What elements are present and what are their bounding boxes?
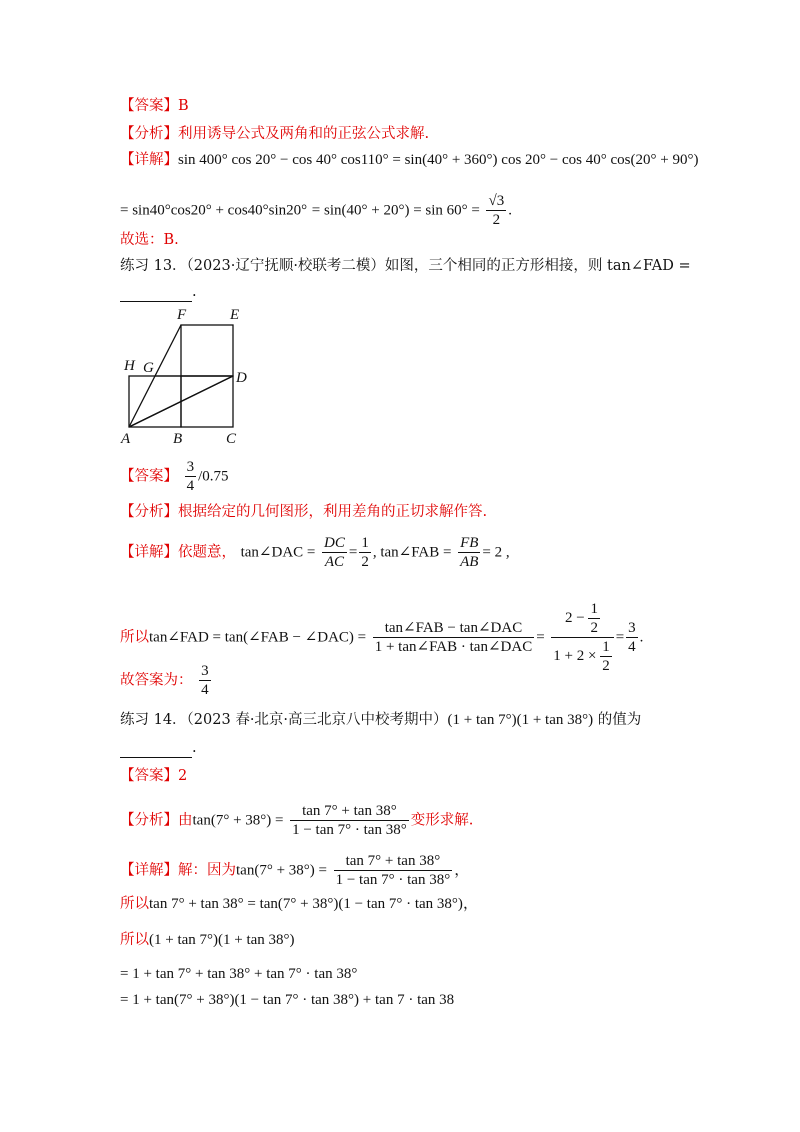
square-top	[181, 325, 233, 376]
q13-detail-line: 【详解】依题意， tan∠DAC = $\frac{DC}{AC}$ = $\frac{1}{2}$ , tan∠FAB = $\frac{FB}{AB}$ = 2 ,	[120, 535, 510, 570]
q13-final-line: 故答案为： $\frac{3}{4}$	[120, 663, 209, 698]
q14-intro: 练习 14．（2023 春·北京·高三北京八中校考期中）(1 + tan 7°)(1 + tan 38°) 的值为	[120, 712, 642, 728]
q13-intro	[120, 256, 691, 276]
q13-intro-text: 练习 13．（2023·辽宁抚顺·校联考二模）如图，三个相同的正方形相接，则 tan∠FAD =	[120, 258, 691, 274]
q14-line6: = 1 + tan(7° + 38°)(1 − tan 7° · tan 38°) + tan 7 · tan 38	[120, 992, 455, 1008]
square-bc	[181, 376, 233, 427]
answer-line	[120, 96, 189, 116]
analysis-text: 利用诱导公式及两角和的正弦公式求解.	[178, 126, 430, 142]
label-d: D	[236, 370, 247, 386]
q13-blank-line: .	[120, 282, 197, 302]
label-a: A	[121, 431, 131, 447]
analysis-line	[120, 124, 429, 144]
square-figure	[118, 304, 248, 448]
q14-analysis-line: 【分析】由tan(7° + 38°) = $\frac{\tan 7^\circ + \tan 38^\circ}{1 - \tan 7^\circ \cdot \tan 38^\circ}$ 变形求解.	[120, 803, 474, 838]
nested-frac: 2 − $\frac{1}{2}$ 1 + 2 × $\frac{1}{2}$	[551, 600, 613, 675]
detail-tag: 【详解】	[120, 152, 178, 168]
q14-expression: (1 + tan 7°)(1 + tan 38°)	[447, 712, 594, 728]
answer-tag: 【答案】	[120, 98, 178, 114]
q14-answer-line: 【答案】2	[120, 768, 188, 784]
analysis-tag: 【分析】	[120, 126, 178, 142]
q14-blank	[120, 743, 192, 758]
detail-line	[120, 150, 698, 170]
detail-formula: sin 400° cos 20° − cos 40° cos110° = sin(40° + 360°) cos 20° − cos 40° cos(20° + 90°)	[178, 152, 699, 168]
q13-analysis-line: 【分析】根据给定的几何图形，利用差角的正切求解作答.	[120, 504, 488, 520]
detail-formula-2b: = sin(40° + 20°) = sin 60° =	[311, 202, 480, 219]
detail-formula-2a: = sin40°cos20° + cos40°sin20°	[120, 202, 308, 219]
label-h: H	[124, 358, 135, 374]
label-e: E	[230, 307, 240, 323]
square-ab	[129, 376, 181, 427]
label-b: B	[173, 431, 183, 447]
q13-answer-line: 【答案】 $\frac{3}{4}$ /0.75	[120, 459, 229, 494]
label-g: G	[143, 360, 154, 376]
q14-line4: 所以(1 + tan 7°)(1 + tan 38°)	[120, 932, 295, 948]
q13-so-line: 所以tan∠FAD = tan(∠FAB − ∠DAC) = $\frac{\text{tan∠FAB − tan∠DAC}}{\text{1 + tan∠FAB · tan∠DAC}}$ = 2 − $\frac{1}{2}$ 1 + 2 × $\frac{1}{2}$ = $\frac{3}{4}$ .	[120, 601, 644, 674]
detail-line-2: = sin40°cos20° + cos40°sin20° = sin(40° + 20°) = sin 60° = $\frac{√3}{2}$ .	[120, 193, 512, 228]
q13-blank	[120, 287, 192, 302]
sqrt3-over-2: $\frac{√3}{2}$	[488, 193, 505, 228]
q14-line3: 所以tan 7° + tan 38° = tan(7° + 38°)(1 − tan 7° · tan 38°)，	[120, 896, 478, 912]
q14-blank-line: .	[120, 738, 197, 758]
q13-answer-alt: 0.75	[202, 468, 229, 485]
choice-line: 故选：B.	[120, 232, 179, 248]
q14-line5: = 1 + tan 7° + tan 38° + tan 7° · tan 38°	[120, 966, 358, 982]
label-f: F	[177, 307, 187, 323]
q13-answer-frac: $\frac{3}{4}$	[186, 459, 195, 494]
label-c: C	[226, 431, 237, 447]
q14-detail-line: 【详解】解：因为tan(7° + 38°) = $\frac{\tan 7^\circ + \tan 38^\circ}{1 - \tan 7^\circ \cdot \tan 38^\circ}$ ，	[120, 853, 470, 888]
answer-value: B	[178, 98, 189, 114]
